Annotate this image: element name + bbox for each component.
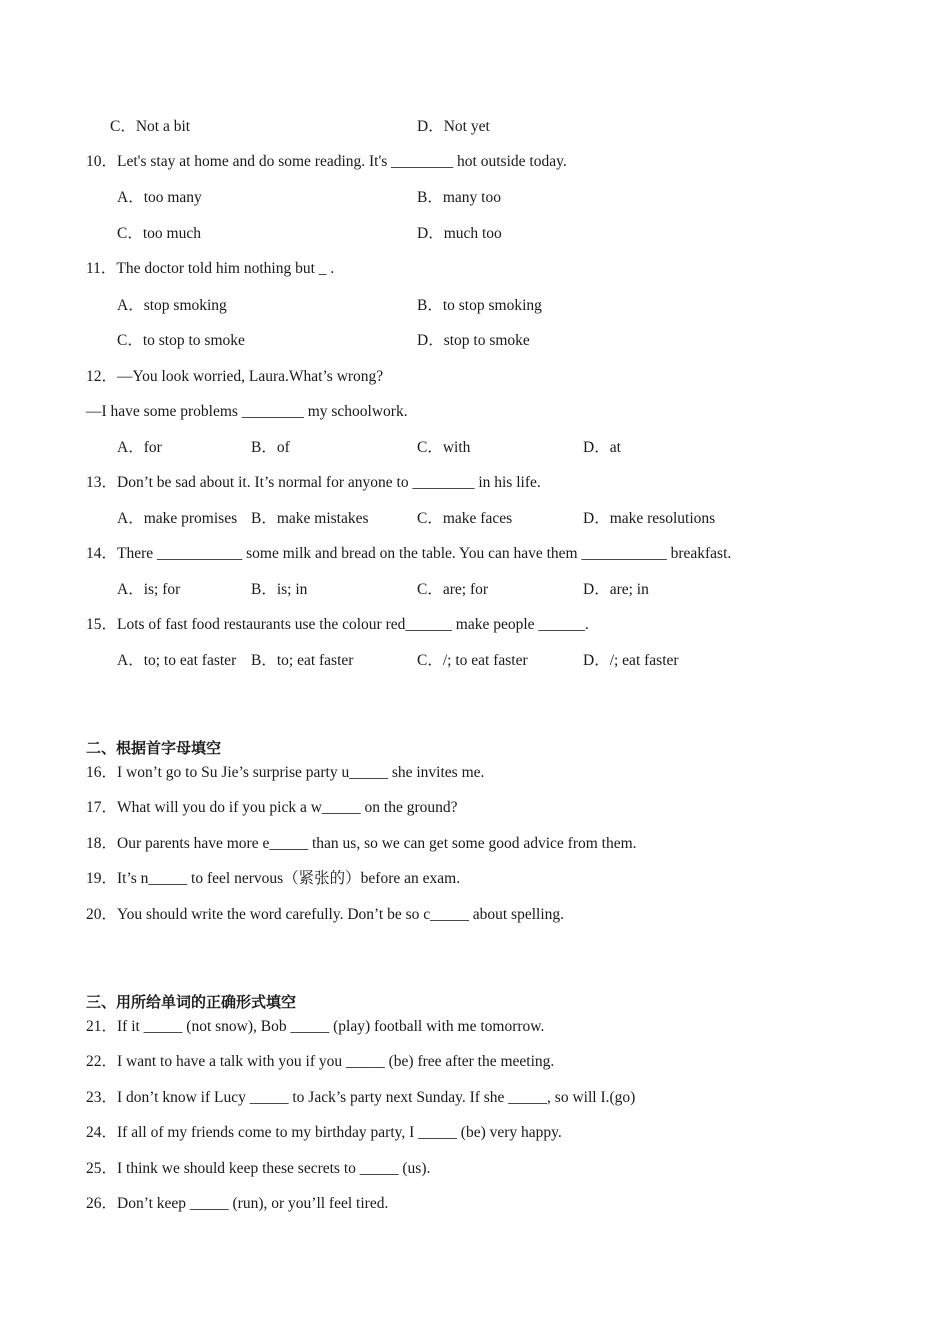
q11-stem: 11．The doctor told him nothing but _ .	[86, 260, 335, 277]
q10-option-c: C．too much	[117, 225, 201, 242]
q12-stem-reply: —I have some problems ________ my schoolwork.	[86, 403, 408, 420]
q10-option-b: B．many too	[417, 189, 501, 206]
q12-option-b: B．of	[251, 439, 290, 456]
q15-option-c: C．/; to eat faster	[417, 652, 528, 669]
q24-stem: 24．If all of my friends come to my birthday party, I _____ (be) very happy.	[86, 1124, 562, 1141]
q13-option-c: C．make faces	[417, 510, 513, 527]
section-title-part3: 三、用所给单词的正确形式填空	[86, 993, 297, 1011]
q15-option-d: D．/; eat faster	[583, 652, 679, 669]
q12-stem: 12．—You look worried, Laura.What’s wrong?	[86, 368, 384, 385]
q15-option-a: A．to; to eat faster	[117, 652, 237, 669]
q10-stem: 10．Let's stay at home and do some reading. It's ________ hot outside today.	[86, 153, 567, 170]
q11-option-c: C．to stop to smoke	[117, 332, 245, 349]
q13-option-b: B．make mistakes	[251, 510, 369, 527]
q20-stem: 20．You should write the word carefully. Don’t be so c_____ about spelling.	[86, 906, 565, 923]
q10-option-d: D．much too	[417, 225, 502, 242]
q13-option-d: D．make resolutions	[583, 510, 716, 527]
q21-stem: 21．If it _____ (not snow), Bob _____ (play) football with me tomorrow.	[86, 1018, 545, 1035]
q12-option-a: A．for	[117, 439, 162, 456]
q14-stem: 14．There ___________ some milk and bread on the table. You can have them ___________ breakfast.	[86, 545, 732, 562]
q15-option-b: B．to; eat faster	[251, 652, 354, 669]
q15-stem: 15．Lots of fast food restaurants use the colour red______ make people ______.	[86, 616, 589, 633]
q13-stem: 13．Don’t be sad about it. It’s normal for anyone to ________ in his life.	[86, 474, 541, 491]
section-title-part2: 二、根据首字母填空	[86, 739, 222, 757]
q25-stem: 25．I think we should keep these secrets to _____ (us).	[86, 1160, 431, 1177]
q17-stem: 17．What will you do if you pick a w_____ on the ground?	[86, 799, 458, 816]
q14-option-d: D．are; in	[583, 581, 649, 598]
q10-option-a: A．too many	[117, 189, 202, 206]
q18-stem: 18．Our parents have more e_____ than us, so we can get some good advice from them.	[86, 835, 637, 852]
q26-stem: 26．Don’t keep _____ (run), or you’ll feel tired.	[86, 1195, 389, 1212]
q12-option-c: C．with	[417, 439, 471, 456]
q9-option-d: D．Not yet	[417, 118, 490, 135]
q23-stem: 23．I don’t know if Lucy _____ to Jack’s party next Sunday. If she _____, so will I.(go)	[86, 1089, 636, 1106]
q22-stem: 22．I want to have a talk with you if you _____ (be) free after the meeting.	[86, 1053, 555, 1070]
q14-option-c: C．are; for	[417, 581, 489, 598]
q11-option-a: A．stop smoking	[117, 297, 227, 314]
q11-option-b: B．to stop smoking	[417, 297, 542, 314]
q13-option-a: A．make promises	[117, 510, 238, 527]
q19-stem: 19．It’s n_____ to feel nervous（紧张的）before an exam.	[86, 870, 461, 887]
q12-option-d: D．at	[583, 439, 621, 456]
q14-option-a: A．is; for	[117, 581, 181, 598]
q9-option-c: C．Not a bit	[110, 118, 191, 135]
q11-option-d: D．stop to smoke	[417, 332, 530, 349]
q16-stem: 16．I won’t go to Su Jie’s surprise party u_____ she invites me.	[86, 764, 485, 781]
q14-option-b: B．is; in	[251, 581, 308, 598]
